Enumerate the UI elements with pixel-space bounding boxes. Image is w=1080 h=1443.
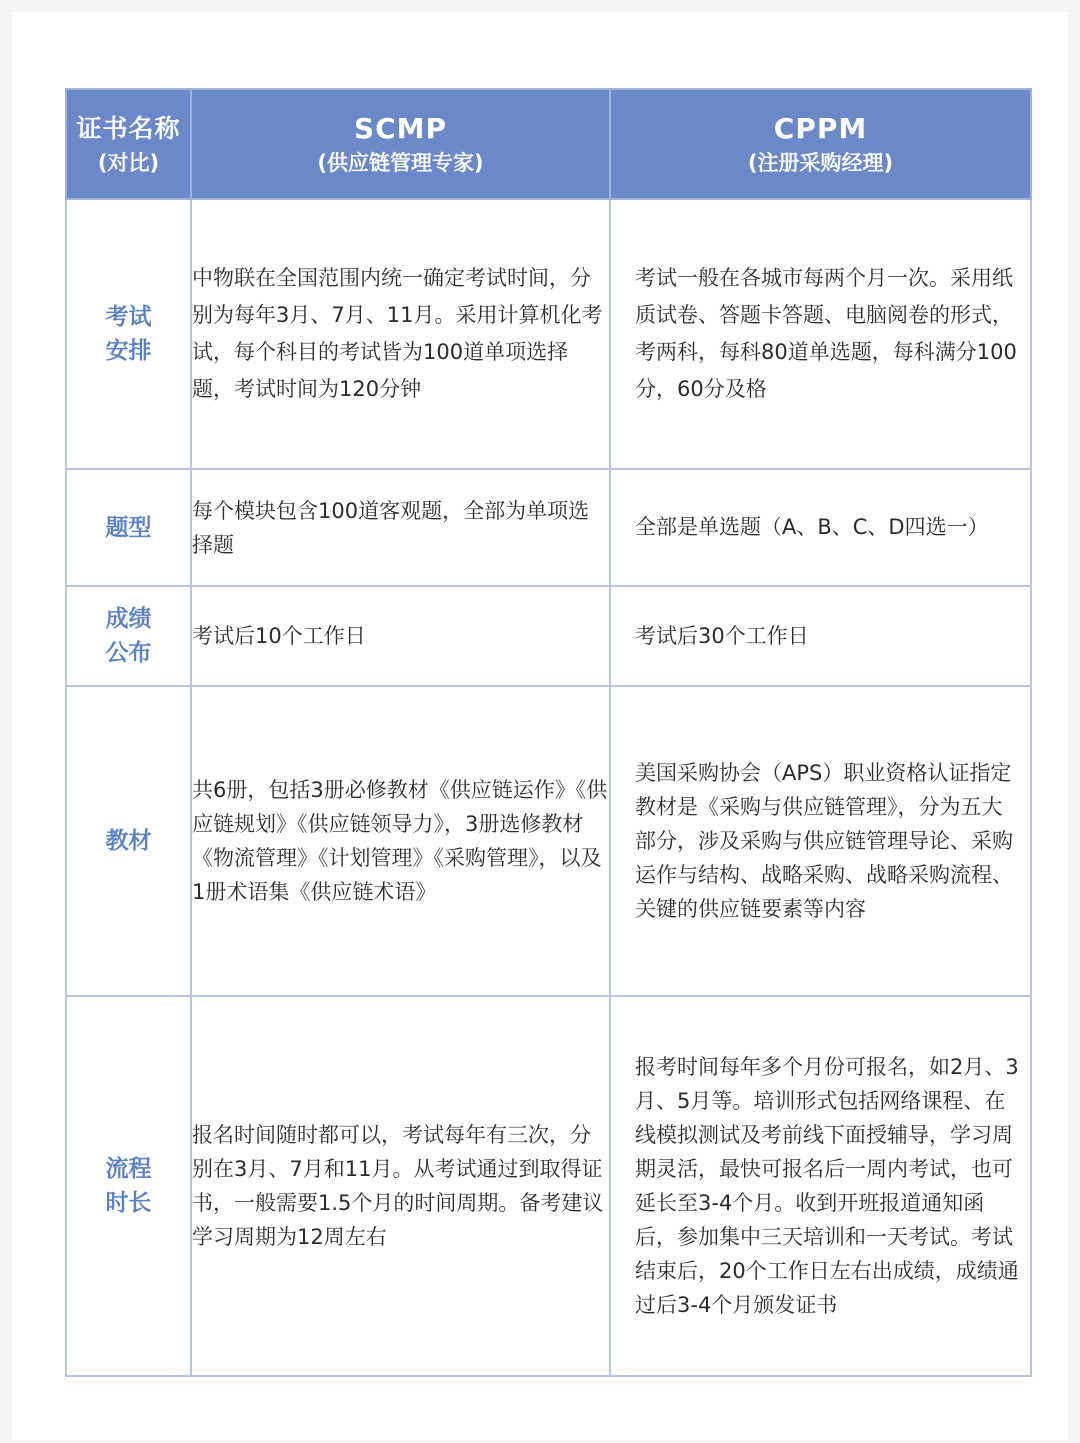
- row-label-line1: 题型: [105, 514, 152, 541]
- table-row-exam-arrangement: [66, 199, 1031, 469]
- header-cppm: [610, 89, 1031, 199]
- row-label-line1: 考试: [105, 304, 152, 330]
- table-header-row: [66, 89, 1031, 199]
- scmp-textbooks: 共6册，包括3册必修教材《供应链运作》《供应链规划》《供应链领导力》，3册选修教材《物流管理》《计划管理》《采购管理》，以及1册术语集《供应链术语》: [191, 686, 610, 996]
- table-row-score-release: [66, 586, 1031, 686]
- row-label-line2: 公布: [105, 640, 152, 666]
- scmp-process-duration: 报名时间随时都可以，考试每年有三次，分别在3月、7月和11月。从考试通过到取得证书，一般需要1.5个月的时间周期。备考建议学习周期为12周左右: [191, 996, 610, 1376]
- row-label-exam-arrangement: [66, 199, 191, 469]
- row-label-textbooks: [66, 686, 191, 996]
- header-col2-sub: (注册采购经理): [747, 151, 894, 175]
- scmp-question-type: 每个模块包含100道客观题，全部为单项选择题: [191, 469, 610, 586]
- header-scmp: [191, 89, 610, 199]
- header-col0-sub: (对比): [97, 151, 160, 175]
- cppm-question-type: 全部是单选题（A、B、C、D四选一）: [610, 469, 1031, 586]
- row-label-line2: 安排: [105, 338, 152, 364]
- header-certificate-name: [66, 89, 191, 199]
- cppm-exam-arrangement: 考试一般在各城市每两个月一次。采用纸质试卷、答题卡答题、电脑阅卷的形式，考两科，每科80道单选题，每科满分100分，60分及格: [610, 199, 1031, 469]
- row-label-line1: 教材: [105, 828, 152, 854]
- header-col1-sub: (供应链管理专家): [317, 151, 484, 175]
- row-label-line1: 成绩: [105, 606, 152, 632]
- row-label-score-release: [66, 586, 191, 686]
- table-row-process-duration: [66, 996, 1031, 1376]
- header-col0-title: 证书名称: [76, 114, 181, 143]
- cppm-textbooks: 美国采购协会（APS）职业资格认证指定教材是《采购与供应链管理》，分为五大部分，涉及采购与供应链管理导论、采购运作与结构、战略采购、战略采购流程、关键的供应链要素等内容: [610, 686, 1031, 996]
- scmp-exam-arrangement: 中物联在全国范围内统一确定考试时间，分别为每年3月、7月、11月。采用计算机化考试，每个科目的考试皆为100道单项选择题，考试时间为120分钟: [191, 199, 610, 469]
- header-col1-title: SCMP: [353, 112, 448, 145]
- table-row-textbooks: [66, 686, 1031, 996]
- scmp-score-release: 考试后10个工作日: [191, 586, 610, 686]
- row-label-process-duration: [66, 996, 191, 1376]
- comparison-table: [65, 88, 1032, 1377]
- table-row-question-type: [66, 469, 1031, 586]
- cppm-process-duration: 报考时间每年多个月份可报名，如2月、3月、5月等。培训形式包括网络课程、在线模拟测试及考前线下面授辅导，学习周期灵活，最快可报名后一周内考试，也可延长至3-4个月。收到开班报道通知函后，参加集中三天培训和一天考试。考试结束后，20个工作日左右出成绩，成绩通过后3-4个月颁发证书: [610, 996, 1031, 1376]
- row-label-line2: 时长: [105, 1190, 152, 1216]
- header-col2-title: CPPM: [773, 112, 868, 145]
- cppm-score-release: 考试后30个工作日: [610, 586, 1031, 686]
- row-label-question-type: [66, 469, 191, 586]
- row-label-line1: 流程: [105, 1156, 152, 1182]
